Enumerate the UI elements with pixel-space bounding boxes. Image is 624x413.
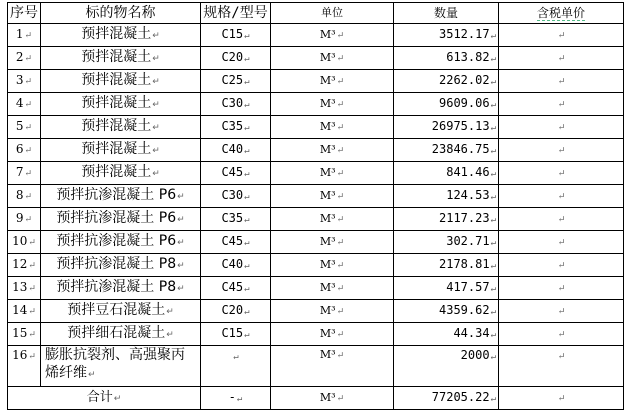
row-spec: C15↵ bbox=[201, 323, 271, 346]
row-qty: 2117.23↵ bbox=[394, 208, 499, 231]
row-price: ↵ bbox=[499, 254, 624, 277]
row-qty: 26975.13↵ bbox=[394, 116, 499, 139]
row-qty: 44.34↵ bbox=[394, 323, 499, 346]
row-no: 16↵ bbox=[8, 346, 41, 387]
row-name: 预拌混凝土↵ bbox=[41, 116, 201, 139]
row-name: 预拌混凝土↵ bbox=[41, 47, 201, 70]
row-qty: 2000↵ bbox=[394, 346, 499, 387]
header-spec: 规格/型号 bbox=[201, 3, 271, 24]
total-price: ↵ bbox=[499, 387, 624, 410]
row-qty: 417.57↵ bbox=[394, 277, 499, 300]
row-qty: 4359.62↵ bbox=[394, 300, 499, 323]
row-unit: M³↵ bbox=[271, 254, 394, 277]
row-spec: C20↵ bbox=[201, 300, 271, 323]
row-price: ↵ bbox=[499, 346, 624, 387]
table-row bbox=[8, 47, 624, 70]
row-no: 15↵ bbox=[8, 323, 41, 346]
table-row bbox=[8, 231, 624, 254]
row-spec: ↵ bbox=[201, 346, 271, 387]
header-unit: 单位 bbox=[271, 3, 394, 24]
row-unit: M³↵ bbox=[271, 70, 394, 93]
row-unit: M³↵ bbox=[271, 346, 394, 387]
table-row bbox=[8, 277, 624, 300]
row-price: ↵ bbox=[499, 185, 624, 208]
row-qty: 2262.02↵ bbox=[394, 70, 499, 93]
row-spec: C45↵ bbox=[201, 277, 271, 300]
row-unit: M³↵ bbox=[271, 24, 394, 47]
row-no: 13↵ bbox=[8, 277, 41, 300]
table-row bbox=[8, 93, 624, 116]
table-row bbox=[8, 185, 624, 208]
row-name: 预拌抗渗混凝土 P6↵ bbox=[41, 185, 201, 208]
row-price: ↵ bbox=[499, 139, 624, 162]
row-unit: M³↵ bbox=[271, 47, 394, 70]
table-row bbox=[8, 300, 624, 323]
row-name: 预拌抗渗混凝土 P8↵ bbox=[41, 254, 201, 277]
row-qty: 302.71↵ bbox=[394, 231, 499, 254]
row-name: 预拌混凝土↵ bbox=[41, 93, 201, 116]
header-no: 序号 bbox=[8, 3, 41, 24]
row-unit: M³↵ bbox=[271, 300, 394, 323]
row-no: 12↵ bbox=[8, 254, 41, 277]
row-price: ↵ bbox=[499, 231, 624, 254]
table-row bbox=[8, 208, 624, 231]
row-name: 预拌混凝土↵ bbox=[41, 24, 201, 47]
row-no: 5↵ bbox=[8, 116, 41, 139]
total-row bbox=[8, 387, 624, 410]
row-no: 10↵ bbox=[8, 231, 41, 254]
row-name: 预拌豆石混凝土↵ bbox=[41, 300, 201, 323]
row-unit: M³↵ bbox=[271, 208, 394, 231]
row-spec: C20↵ bbox=[201, 47, 271, 70]
row-unit: M³↵ bbox=[271, 162, 394, 185]
row-name: 预拌细石混凝土↵ bbox=[41, 323, 201, 346]
header-price: 含税单价 bbox=[499, 3, 624, 24]
row-no: 9↵ bbox=[8, 208, 41, 231]
row-no: 6↵ bbox=[8, 139, 41, 162]
row-qty: 9609.06↵ bbox=[394, 93, 499, 116]
row-price: ↵ bbox=[499, 277, 624, 300]
row-unit: M³↵ bbox=[271, 231, 394, 254]
row-qty: 841.46↵ bbox=[394, 162, 499, 185]
row-price: ↵ bbox=[499, 300, 624, 323]
row-spec: C45↵ bbox=[201, 162, 271, 185]
row-unit: M³↵ bbox=[271, 323, 394, 346]
row-price: ↵ bbox=[499, 208, 624, 231]
row-spec: C25↵ bbox=[201, 70, 271, 93]
row-price: ↵ bbox=[499, 323, 624, 346]
row-no: 4↵ bbox=[8, 93, 41, 116]
row-name: 预拌抗渗混凝土 P8↵ bbox=[41, 277, 201, 300]
row-name: 预拌混凝土↵ bbox=[41, 70, 201, 93]
header-name: 标的物名称 bbox=[41, 3, 201, 24]
table-body bbox=[8, 24, 624, 387]
table-row bbox=[8, 24, 624, 47]
row-price: ↵ bbox=[499, 93, 624, 116]
row-no: 3↵ bbox=[8, 70, 41, 93]
materials-table bbox=[7, 2, 624, 410]
table-row bbox=[8, 323, 624, 346]
row-unit: M³↵ bbox=[271, 185, 394, 208]
row-qty: 23846.75↵ bbox=[394, 139, 499, 162]
table-row bbox=[8, 139, 624, 162]
row-name: 预拌抗渗混凝土 P6↵ bbox=[41, 208, 201, 231]
row-price: ↵ bbox=[499, 116, 624, 139]
row-name: 预拌混凝土↵ bbox=[41, 139, 201, 162]
table-row bbox=[8, 70, 624, 93]
row-price: ↵ bbox=[499, 47, 624, 70]
total-label: 合计↵ bbox=[8, 387, 201, 410]
row-qty: 613.82↵ bbox=[394, 47, 499, 70]
row-spec: C30↵ bbox=[201, 93, 271, 116]
row-spec: C35↵ bbox=[201, 116, 271, 139]
row-price: ↵ bbox=[499, 70, 624, 93]
table-row bbox=[8, 162, 624, 185]
row-spec: C45↵ bbox=[201, 231, 271, 254]
table-row bbox=[8, 116, 624, 139]
row-unit: M³↵ bbox=[271, 116, 394, 139]
row-spec: C40↵ bbox=[201, 139, 271, 162]
total-unit: M³↵ bbox=[271, 387, 394, 410]
row-qty: 3512.17↵ bbox=[394, 24, 499, 47]
total-spec: -↵ bbox=[201, 387, 271, 410]
row-spec: C35↵ bbox=[201, 208, 271, 231]
row-no: 1↵ bbox=[8, 24, 41, 47]
row-no: 8↵ bbox=[8, 185, 41, 208]
row-name: 膨胀抗裂剂、高强聚丙烯纤维↵ bbox=[41, 346, 201, 387]
row-no: 14↵ bbox=[8, 300, 41, 323]
row-price: ↵ bbox=[499, 24, 624, 47]
total-qty: 77205.22↵ bbox=[394, 387, 499, 410]
row-spec: C15↵ bbox=[201, 24, 271, 47]
row-name: 预拌抗渗混凝土 P6↵ bbox=[41, 231, 201, 254]
row-price: ↵ bbox=[499, 162, 624, 185]
header-qty: 数量 bbox=[394, 3, 499, 24]
row-unit: M³↵ bbox=[271, 277, 394, 300]
row-unit: M³↵ bbox=[271, 93, 394, 116]
row-qty: 124.53↵ bbox=[394, 185, 499, 208]
table-row bbox=[8, 254, 624, 277]
table-row bbox=[8, 346, 624, 387]
row-spec: C40↵ bbox=[201, 254, 271, 277]
row-no: 2↵ bbox=[8, 47, 41, 70]
row-name: 预拌混凝土↵ bbox=[41, 162, 201, 185]
row-no: 7↵ bbox=[8, 162, 41, 185]
row-qty: 2178.81↵ bbox=[394, 254, 499, 277]
row-spec: C30↵ bbox=[201, 185, 271, 208]
table-header-row bbox=[8, 3, 624, 24]
row-unit: M³↵ bbox=[271, 139, 394, 162]
